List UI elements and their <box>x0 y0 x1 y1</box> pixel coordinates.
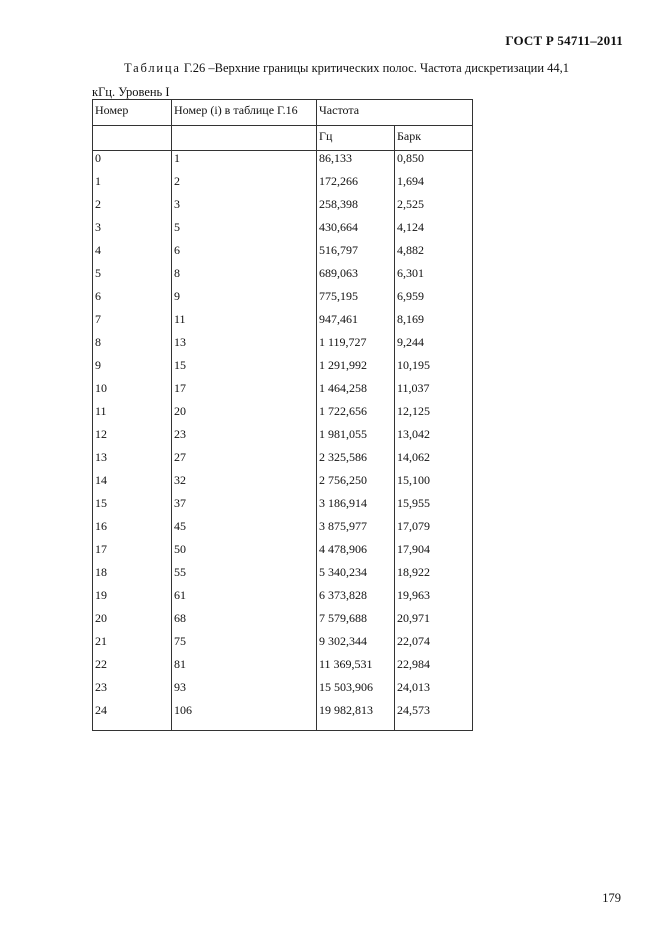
table-row <box>93 703 473 731</box>
cell-bark: 4,124 <box>395 220 473 243</box>
cell-number-in-table: 17 <box>172 381 317 404</box>
document-code: ГОСТ Р 54711–2011 <box>505 33 623 48</box>
cell-hz: 689,063 <box>317 266 395 289</box>
cell-number: 20 <box>93 611 172 634</box>
table-row <box>93 611 473 634</box>
cell-number-in-table: 61 <box>172 588 317 611</box>
table-row <box>93 243 473 266</box>
table-header-row <box>93 100 473 126</box>
cell-number: 16 <box>93 519 172 542</box>
table-row <box>93 519 473 542</box>
header-hz: Гц <box>317 126 395 151</box>
table-row <box>93 473 473 496</box>
cell-hz: 15 503,906 <box>317 680 395 703</box>
cell-number: 11 <box>93 404 172 427</box>
cell-bark: 24,013 <box>395 680 473 703</box>
cell-hz: 947,461 <box>317 312 395 335</box>
cell-number: 22 <box>93 657 172 680</box>
header-number: Номер <box>93 100 172 126</box>
table-row <box>93 634 473 657</box>
cell-hz: 775,195 <box>317 289 395 312</box>
page-number: 179 <box>602 891 621 905</box>
cell-number-in-table: 93 <box>172 680 317 703</box>
cell-bark: 9,244 <box>395 335 473 358</box>
cell-bark: 18,922 <box>395 565 473 588</box>
table-row <box>93 312 473 335</box>
cell-bark: 14,062 <box>395 450 473 473</box>
cell-bark: 2,525 <box>395 197 473 220</box>
cell-number: 12 <box>93 427 172 450</box>
cell-bark: 10,195 <box>395 358 473 381</box>
cell-number-in-table: 2 <box>172 174 317 197</box>
cell-number-in-table: 13 <box>172 335 317 358</box>
table-row <box>93 657 473 680</box>
caption-text-line1: Г.26 –Верхние границы критических полос. Частота дискретизации 44,1 <box>180 61 570 75</box>
table-row <box>93 588 473 611</box>
cell-number: 13 <box>93 450 172 473</box>
cell-number: 23 <box>93 680 172 703</box>
cell-hz: 258,398 <box>317 197 395 220</box>
cell-number-in-table: 106 <box>172 703 317 731</box>
cell-bark: 22,984 <box>395 657 473 680</box>
cell-bark: 24,573 <box>395 703 473 731</box>
cell-hz: 2 756,250 <box>317 473 395 496</box>
cell-hz: 9 302,344 <box>317 634 395 657</box>
cell-number: 0 <box>93 151 172 175</box>
cell-number-in-table: 32 <box>172 473 317 496</box>
cell-number: 5 <box>93 266 172 289</box>
table-row <box>93 450 473 473</box>
cell-number: 21 <box>93 634 172 657</box>
cell-hz: 86,133 <box>317 151 395 175</box>
cell-number-in-table: 68 <box>172 611 317 634</box>
cell-bark: 8,169 <box>395 312 473 335</box>
table-row <box>93 680 473 703</box>
cell-bark: 19,963 <box>395 588 473 611</box>
cell-number: 6 <box>93 289 172 312</box>
cell-number: 17 <box>93 542 172 565</box>
cell-hz: 1 464,258 <box>317 381 395 404</box>
table-row <box>93 220 473 243</box>
cell-number-in-table: 15 <box>172 358 317 381</box>
cell-number: 7 <box>93 312 172 335</box>
cell-hz: 430,664 <box>317 220 395 243</box>
cell-number-in-table: 9 <box>172 289 317 312</box>
cell-bark: 6,301 <box>395 266 473 289</box>
cell-hz: 4 478,906 <box>317 542 395 565</box>
cell-number: 1 <box>93 174 172 197</box>
table-row <box>93 427 473 450</box>
header-frequency: Частота <box>317 100 473 126</box>
cell-hz: 2 325,586 <box>317 450 395 473</box>
cell-number-in-table: 27 <box>172 450 317 473</box>
cell-bark: 15,100 <box>395 473 473 496</box>
cell-number: 10 <box>93 381 172 404</box>
table-subheader-row <box>93 126 473 151</box>
cell-number: 9 <box>93 358 172 381</box>
table-caption <box>92 56 612 104</box>
cell-number-in-table: 3 <box>172 197 317 220</box>
table-row <box>93 404 473 427</box>
cell-hz: 1 119,727 <box>317 335 395 358</box>
cell-number-in-table: 55 <box>172 565 317 588</box>
cell-bark: 15,955 <box>395 496 473 519</box>
cell-number: 2 <box>93 197 172 220</box>
cell-hz: 1 981,055 <box>317 427 395 450</box>
cell-hz: 19 982,813 <box>317 703 395 731</box>
cell-number: 3 <box>93 220 172 243</box>
cell-number-in-table: 81 <box>172 657 317 680</box>
cell-bark: 6,959 <box>395 289 473 312</box>
header-number-in-table-cont <box>172 126 317 151</box>
cell-number-in-table: 37 <box>172 496 317 519</box>
cell-number-in-table: 23 <box>172 427 317 450</box>
table-row <box>93 335 473 358</box>
table-row <box>93 565 473 588</box>
table-row <box>93 381 473 404</box>
caption-text-line2: кГц. Уровень I <box>92 85 170 99</box>
table-row <box>93 197 473 220</box>
header-number-cont <box>93 126 172 151</box>
cell-number: 24 <box>93 703 172 731</box>
cell-number-in-table: 11 <box>172 312 317 335</box>
table-row <box>93 496 473 519</box>
cell-number-in-table: 8 <box>172 266 317 289</box>
cell-number-in-table: 50 <box>172 542 317 565</box>
cell-bark: 0,850 <box>395 151 473 175</box>
cell-number-in-table: 45 <box>172 519 317 542</box>
cell-hz: 7 579,688 <box>317 611 395 634</box>
cell-bark: 12,125 <box>395 404 473 427</box>
cell-number-in-table: 5 <box>172 220 317 243</box>
cell-number-in-table: 6 <box>172 243 317 266</box>
cell-bark: 1,694 <box>395 174 473 197</box>
cell-number: 15 <box>93 496 172 519</box>
header-bark: Барк <box>395 126 473 151</box>
cell-hz: 6 373,828 <box>317 588 395 611</box>
cell-hz: 3 875,977 <box>317 519 395 542</box>
cell-bark: 11,037 <box>395 381 473 404</box>
cell-hz: 1 291,992 <box>317 358 395 381</box>
cell-hz: 516,797 <box>317 243 395 266</box>
cell-number-in-table: 20 <box>172 404 317 427</box>
table-row <box>93 542 473 565</box>
cell-hz: 1 722,656 <box>317 404 395 427</box>
cell-number: 4 <box>93 243 172 266</box>
critical-bands-table <box>92 99 473 731</box>
header-number-in-table: Номер (i) в таблице Г.16 <box>172 100 317 126</box>
cell-bark: 17,079 <box>395 519 473 542</box>
cell-number: 18 <box>93 565 172 588</box>
cell-number-in-table: 75 <box>172 634 317 657</box>
cell-bark: 13,042 <box>395 427 473 450</box>
table-row <box>93 358 473 381</box>
cell-hz: 3 186,914 <box>317 496 395 519</box>
cell-hz: 11 369,531 <box>317 657 395 680</box>
cell-bark: 20,971 <box>395 611 473 634</box>
cell-hz: 172,266 <box>317 174 395 197</box>
cell-hz: 5 340,234 <box>317 565 395 588</box>
cell-bark: 22,074 <box>395 634 473 657</box>
cell-bark: 4,882 <box>395 243 473 266</box>
cell-number: 19 <box>93 588 172 611</box>
table-row <box>93 266 473 289</box>
cell-number: 8 <box>93 335 172 358</box>
table-row <box>93 151 473 175</box>
caption-line-1 <box>92 56 612 80</box>
cell-number: 14 <box>93 473 172 496</box>
cell-number-in-table: 1 <box>172 151 317 175</box>
table-row <box>93 289 473 312</box>
caption-prefix: Таблица <box>124 61 181 75</box>
table-row <box>93 174 473 197</box>
cell-bark: 17,904 <box>395 542 473 565</box>
